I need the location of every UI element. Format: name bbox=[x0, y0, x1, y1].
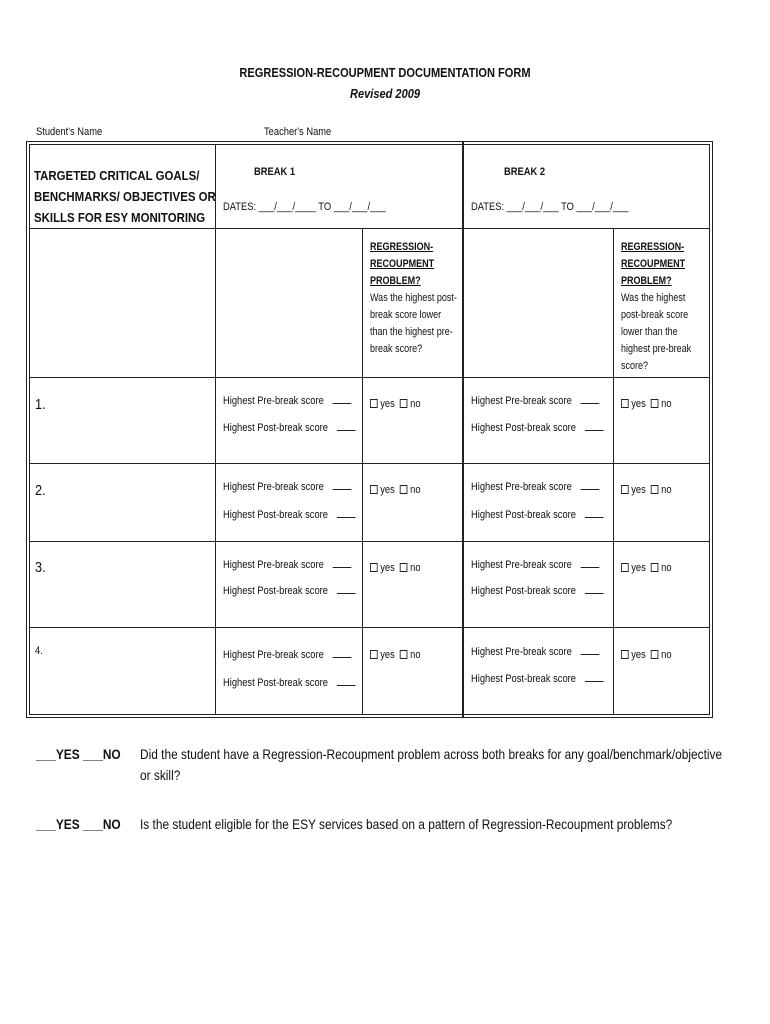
pre-break-score-field[interactable] bbox=[471, 645, 599, 658]
yes-checkbox[interactable] bbox=[370, 650, 378, 659]
rr-desc-line: highest pre-break bbox=[621, 343, 692, 355]
rr-title-line: RECOUPMENT bbox=[370, 258, 435, 270]
pre-break-label: Highest Pre-break score bbox=[223, 481, 324, 493]
post-break-label: Highest Post-break score bbox=[223, 677, 328, 689]
post-break-score-field[interactable] bbox=[223, 421, 355, 434]
post-break-label: Highest Post-break score bbox=[471, 509, 576, 521]
pre-break-score-field[interactable] bbox=[223, 480, 351, 493]
table-inner-border bbox=[29, 144, 710, 715]
no-checkbox[interactable] bbox=[400, 563, 408, 572]
goals-header bbox=[34, 165, 216, 228]
score-blank[interactable] bbox=[584, 584, 603, 594]
row-divider-2 bbox=[29, 541, 710, 542]
score-blank[interactable] bbox=[336, 676, 355, 686]
rr-title-line: PROBLEM? bbox=[621, 275, 672, 287]
post-break-score-field[interactable] bbox=[471, 421, 603, 434]
rr-yes-no bbox=[621, 649, 672, 661]
col-divider-goals bbox=[215, 144, 216, 715]
score-blank[interactable] bbox=[332, 558, 351, 568]
yes-label: yes bbox=[631, 562, 646, 574]
rr-yes-no bbox=[621, 398, 672, 410]
goals-header-line: BENCHMARKS/ OBJECTIVES OR bbox=[34, 189, 216, 204]
post-break-label: Highest Post-break score bbox=[471, 673, 576, 685]
rr-yes-no bbox=[370, 398, 421, 410]
form-subtitle: Revised 2009 bbox=[349, 86, 421, 101]
post-break-score-field[interactable] bbox=[471, 508, 603, 521]
post-break-label: Highest Post-break score bbox=[223, 422, 328, 434]
yes-checkbox[interactable] bbox=[621, 399, 629, 408]
yes-label: yes bbox=[380, 649, 395, 661]
no-label: no bbox=[661, 398, 672, 410]
pre-break-score-field[interactable] bbox=[223, 648, 351, 661]
no-checkbox[interactable] bbox=[651, 563, 659, 572]
break-2-title: BREAK 2 bbox=[504, 166, 546, 178]
score-blank[interactable] bbox=[336, 421, 355, 431]
score-blank[interactable] bbox=[332, 394, 351, 404]
post-break-score-field[interactable] bbox=[223, 508, 355, 521]
score-blank[interactable] bbox=[580, 558, 599, 568]
row-number: 2. bbox=[35, 482, 46, 499]
pre-break-label: Highest Pre-break score bbox=[223, 395, 324, 407]
post-break-label: Highest Post-break score bbox=[223, 509, 328, 521]
pre-break-label: Highest Pre-break score bbox=[471, 395, 572, 407]
post-break-label: Highest Post-break score bbox=[471, 422, 576, 434]
pre-break-label: Highest Pre-break score bbox=[223, 559, 324, 571]
pre-break-label: Highest Pre-break score bbox=[471, 559, 572, 571]
row-number: 1. bbox=[35, 396, 46, 413]
no-checkbox[interactable] bbox=[400, 650, 408, 659]
rr-yes-no bbox=[621, 562, 672, 574]
no-label: no bbox=[661, 649, 672, 661]
rr-title-line: PROBLEM? bbox=[370, 275, 421, 287]
score-blank[interactable] bbox=[584, 421, 603, 431]
score-blank[interactable] bbox=[580, 480, 599, 490]
no-checkbox[interactable] bbox=[400, 485, 408, 494]
pre-break-label: Highest Pre-break score bbox=[471, 646, 572, 658]
row-divider-header bbox=[29, 228, 710, 229]
pre-break-score-field[interactable] bbox=[223, 558, 351, 571]
yes-label: yes bbox=[380, 484, 395, 496]
question-2-text: Is the student eligible for the ESY services based on a pattern of Regression-Recoupment problems? bbox=[140, 816, 673, 832]
row-number: 4. bbox=[35, 645, 43, 657]
yes-checkbox[interactable] bbox=[370, 563, 378, 572]
rr-yes-no bbox=[370, 484, 421, 496]
no-label: no bbox=[661, 562, 672, 574]
goals-header-line: SKILLS FOR ESY MONITORING bbox=[34, 210, 206, 225]
break-2-dates[interactable]: DATES: ___/___/___ TO ___/___/___ bbox=[471, 201, 629, 213]
student-name-label: Student's Name bbox=[36, 126, 103, 138]
rr-title-line: REGRESSION- bbox=[621, 241, 685, 253]
yes-label: yes bbox=[380, 398, 395, 410]
col-divider-b1-rr bbox=[362, 229, 363, 715]
score-blank[interactable] bbox=[580, 645, 599, 655]
yes-checkbox[interactable] bbox=[370, 399, 378, 408]
score-blank[interactable] bbox=[332, 480, 351, 490]
break-1-dates[interactable]: DATES: ___/___/____ TO ___/___/___ bbox=[223, 201, 386, 213]
score-blank[interactable] bbox=[580, 394, 599, 404]
rr-yes-no bbox=[370, 649, 421, 661]
rr-desc-line: than the highest pre- bbox=[370, 326, 453, 338]
no-checkbox[interactable] bbox=[651, 650, 659, 659]
post-break-score-field[interactable] bbox=[471, 584, 603, 597]
question-1-text: Did the student have a Regression-Recoupment problem across both breaks for any goal/benchmark/objective or skill? bbox=[140, 746, 723, 783]
yes-checkbox[interactable] bbox=[621, 485, 629, 494]
form-title: REGRESSION-RECOUPMENT DOCUMENTATION FORM bbox=[239, 65, 531, 80]
break-1-title: BREAK 1 bbox=[254, 166, 296, 178]
yes-label: yes bbox=[631, 398, 646, 410]
post-break-label: Highest Post-break score bbox=[471, 585, 576, 597]
no-checkbox[interactable] bbox=[651, 399, 659, 408]
no-checkbox[interactable] bbox=[400, 399, 408, 408]
pre-break-label: Highest Pre-break score bbox=[223, 649, 324, 661]
yes-label: yes bbox=[631, 484, 646, 496]
post-break-score-field[interactable] bbox=[471, 672, 603, 685]
rr-title-line: RECOUPMENT bbox=[621, 258, 686, 270]
no-label: no bbox=[410, 562, 421, 574]
score-blank[interactable] bbox=[584, 508, 603, 518]
yes-label: yes bbox=[380, 562, 395, 574]
no-label: no bbox=[661, 484, 672, 496]
post-break-label: Highest Post-break score bbox=[223, 585, 328, 597]
no-label: no bbox=[410, 398, 421, 410]
yes-checkbox[interactable] bbox=[621, 650, 629, 659]
yes-checkbox[interactable] bbox=[621, 563, 629, 572]
row-divider-3 bbox=[29, 627, 710, 628]
rr-header-break-2 bbox=[621, 239, 691, 375]
rr-desc-line: Was the highest post- bbox=[370, 292, 457, 304]
col-divider-b2-rr bbox=[613, 229, 614, 715]
rr-desc-line: lower than the bbox=[621, 326, 678, 338]
score-blank[interactable] bbox=[336, 584, 355, 594]
rr-desc-line: break score? bbox=[370, 343, 423, 355]
pre-break-score-field[interactable] bbox=[223, 394, 351, 407]
question-1-yes-no[interactable]: ___YES ___NO bbox=[36, 746, 121, 762]
rr-yes-no bbox=[370, 562, 421, 574]
row-divider-1 bbox=[29, 463, 710, 464]
yes-label: yes bbox=[631, 649, 646, 661]
pre-break-score-field[interactable] bbox=[471, 394, 599, 407]
post-break-score-field[interactable] bbox=[223, 676, 355, 689]
pre-break-score-field[interactable] bbox=[471, 480, 599, 493]
teacher-name-label: Teacher's Name bbox=[264, 126, 332, 138]
row-divider-subheader bbox=[29, 377, 710, 378]
question-2-yes-no[interactable]: ___YES ___NO bbox=[36, 816, 121, 832]
no-label: no bbox=[410, 484, 421, 496]
rr-yes-no bbox=[621, 484, 672, 496]
score-blank[interactable] bbox=[332, 648, 351, 658]
score-blank[interactable] bbox=[584, 672, 603, 682]
score-blank[interactable] bbox=[336, 508, 355, 518]
goals-header-line: TARGETED CRITICAL GOALS/ bbox=[34, 168, 200, 183]
post-break-score-field[interactable] bbox=[223, 584, 355, 597]
rr-desc-line: break score lower bbox=[370, 309, 442, 321]
row-number: 3. bbox=[35, 559, 46, 576]
rr-desc-line: Was the highest bbox=[621, 292, 686, 304]
rr-desc-line: post-break score bbox=[621, 309, 689, 321]
rr-title-line: REGRESSION- bbox=[370, 241, 434, 253]
no-checkbox[interactable] bbox=[651, 485, 659, 494]
no-label: no bbox=[410, 649, 421, 661]
rr-desc-line: score? bbox=[621, 360, 649, 372]
yes-checkbox[interactable] bbox=[370, 485, 378, 494]
pre-break-label: Highest Pre-break score bbox=[471, 481, 572, 493]
pre-break-score-field[interactable] bbox=[471, 558, 599, 571]
rr-header-break-1 bbox=[370, 239, 457, 358]
